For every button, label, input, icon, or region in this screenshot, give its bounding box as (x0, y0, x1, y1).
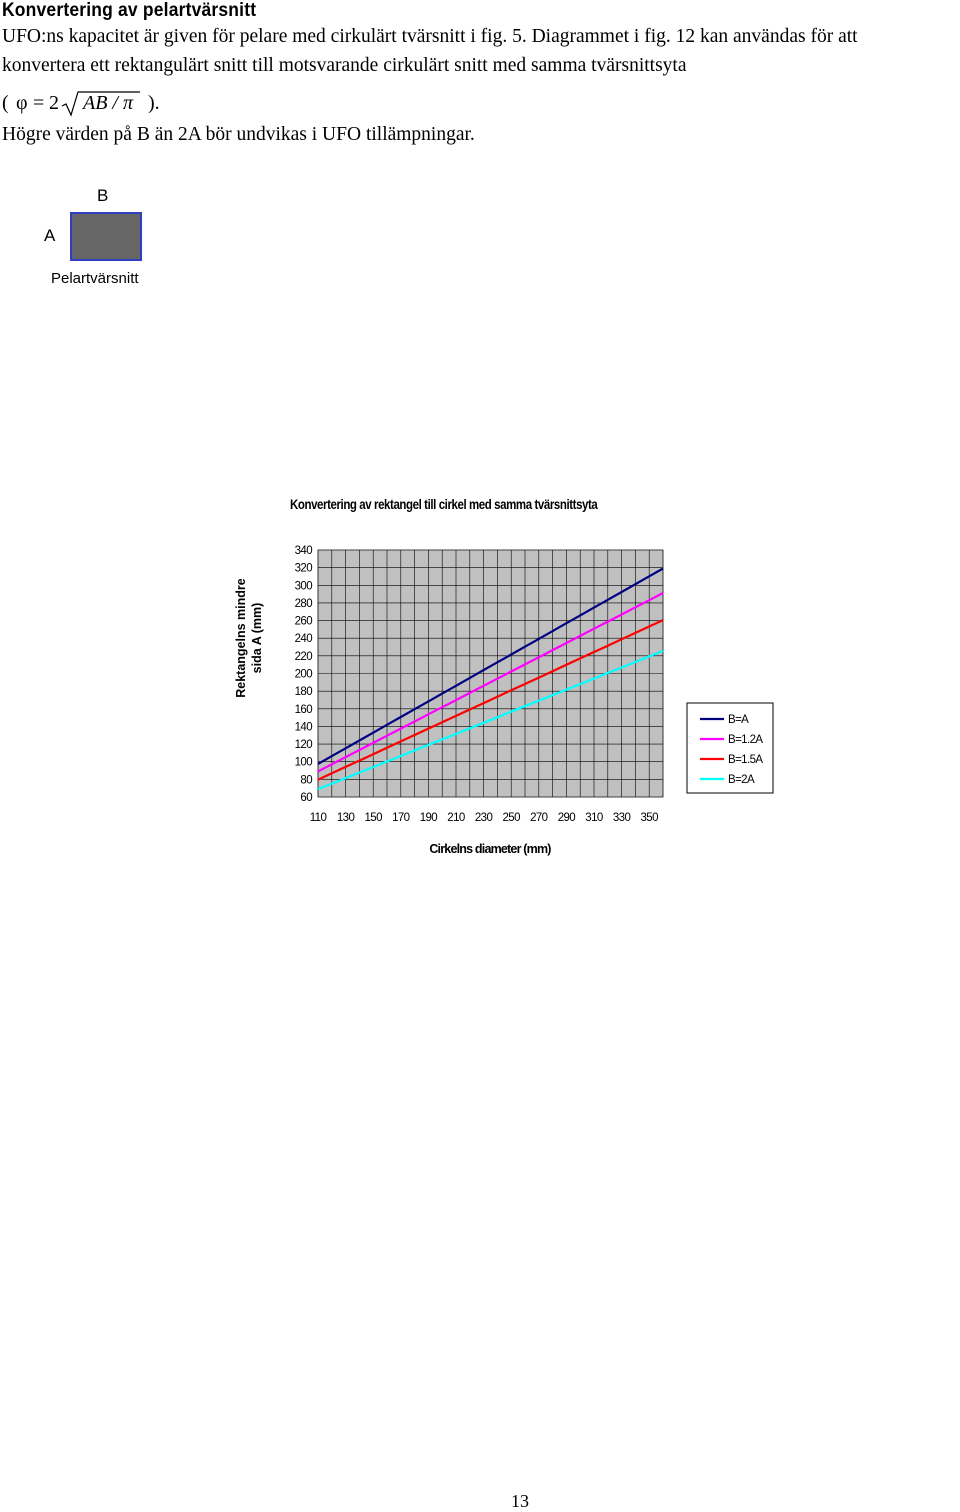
x-tick-label: 170 (392, 812, 410, 824)
x-axis-label: Cirkelns diameter (mm) (429, 842, 551, 856)
y-tick-label: 180 (294, 686, 312, 699)
formula-phi: φ (16, 92, 28, 114)
y-tick-label: 80 (300, 774, 312, 787)
x-tick-label: 130 (336, 812, 355, 824)
x-tick-label: 150 (364, 812, 382, 824)
paragraph-line-3: Högre värden på B än 2A bör undvikas i UFO tillämpningar. (2, 124, 475, 145)
y-axis-label-line-2: sida A (mm) (250, 602, 264, 674)
y-tick-label: 300 (294, 580, 312, 593)
x-tick-label: 210 (447, 812, 465, 824)
legend-label: B=1.5A (728, 754, 763, 766)
paragraph-line-2: konvertera ett rektangulärt snitt till motsvarande cirkulärt snitt med samma tvärsnittsyta (2, 55, 687, 76)
formula-close: ). (148, 92, 160, 114)
figure-caption: Pelartvärsnitt (51, 270, 139, 287)
y-tick-label: 140 (294, 721, 312, 734)
x-tick-label: 310 (585, 812, 603, 824)
x-tick-label: 110 (309, 812, 327, 824)
y-axis-label-line-1: Rektangelns mindre (234, 578, 248, 698)
y-tick-label: 240 (294, 633, 312, 646)
x-tick-label: 330 (612, 812, 631, 824)
figure-label-a: A (44, 226, 56, 245)
legend-label: B=1.2A (728, 734, 763, 746)
y-tick-label: 280 (294, 597, 312, 610)
figure-label-b: B (97, 186, 109, 205)
legend (687, 703, 773, 793)
formula-coefficient: 2 (49, 92, 59, 114)
section-heading: Konvertering av pelartvärsnitt (2, 0, 257, 21)
y-tick-label: 100 (294, 756, 312, 769)
x-ticks (310, 812, 658, 824)
y-tick-label: 160 (294, 703, 312, 716)
legend-label: B=2A (728, 774, 755, 786)
y-tick-label: 340 (294, 545, 312, 557)
x-tick-label: 270 (530, 812, 548, 824)
y-tick-label: 220 (294, 650, 312, 663)
y-tick-label: 260 (294, 615, 312, 628)
y-tick-label: 320 (294, 562, 312, 575)
x-tick-label: 350 (640, 812, 658, 824)
chart-title: Konvertering av rektangel till cirkel med samma tvärsnittsyta (290, 496, 598, 512)
page-number: 13 (511, 1491, 529, 1511)
y-tick-label: 60 (300, 792, 312, 804)
paragraph-line-1: UFO:ns kapacitet är given för pelare med cirkulärt tvärsnitt i fig. 5. Diagrammet i fig. 12 kan användas för att (2, 26, 858, 47)
x-tick-label: 190 (419, 812, 438, 824)
y-tick-label: 200 (294, 668, 312, 681)
x-tick-label: 230 (474, 812, 493, 824)
x-tick-label: 250 (502, 812, 520, 824)
y-tick-label: 120 (294, 739, 312, 752)
formula-equals: = (33, 92, 45, 114)
formula-open-paren: ( (2, 92, 9, 114)
formula-radicand: AB / π (83, 92, 134, 114)
x-tick-label: 290 (557, 812, 576, 824)
legend-label: B=A (728, 714, 749, 726)
y-ticks (295, 545, 313, 804)
